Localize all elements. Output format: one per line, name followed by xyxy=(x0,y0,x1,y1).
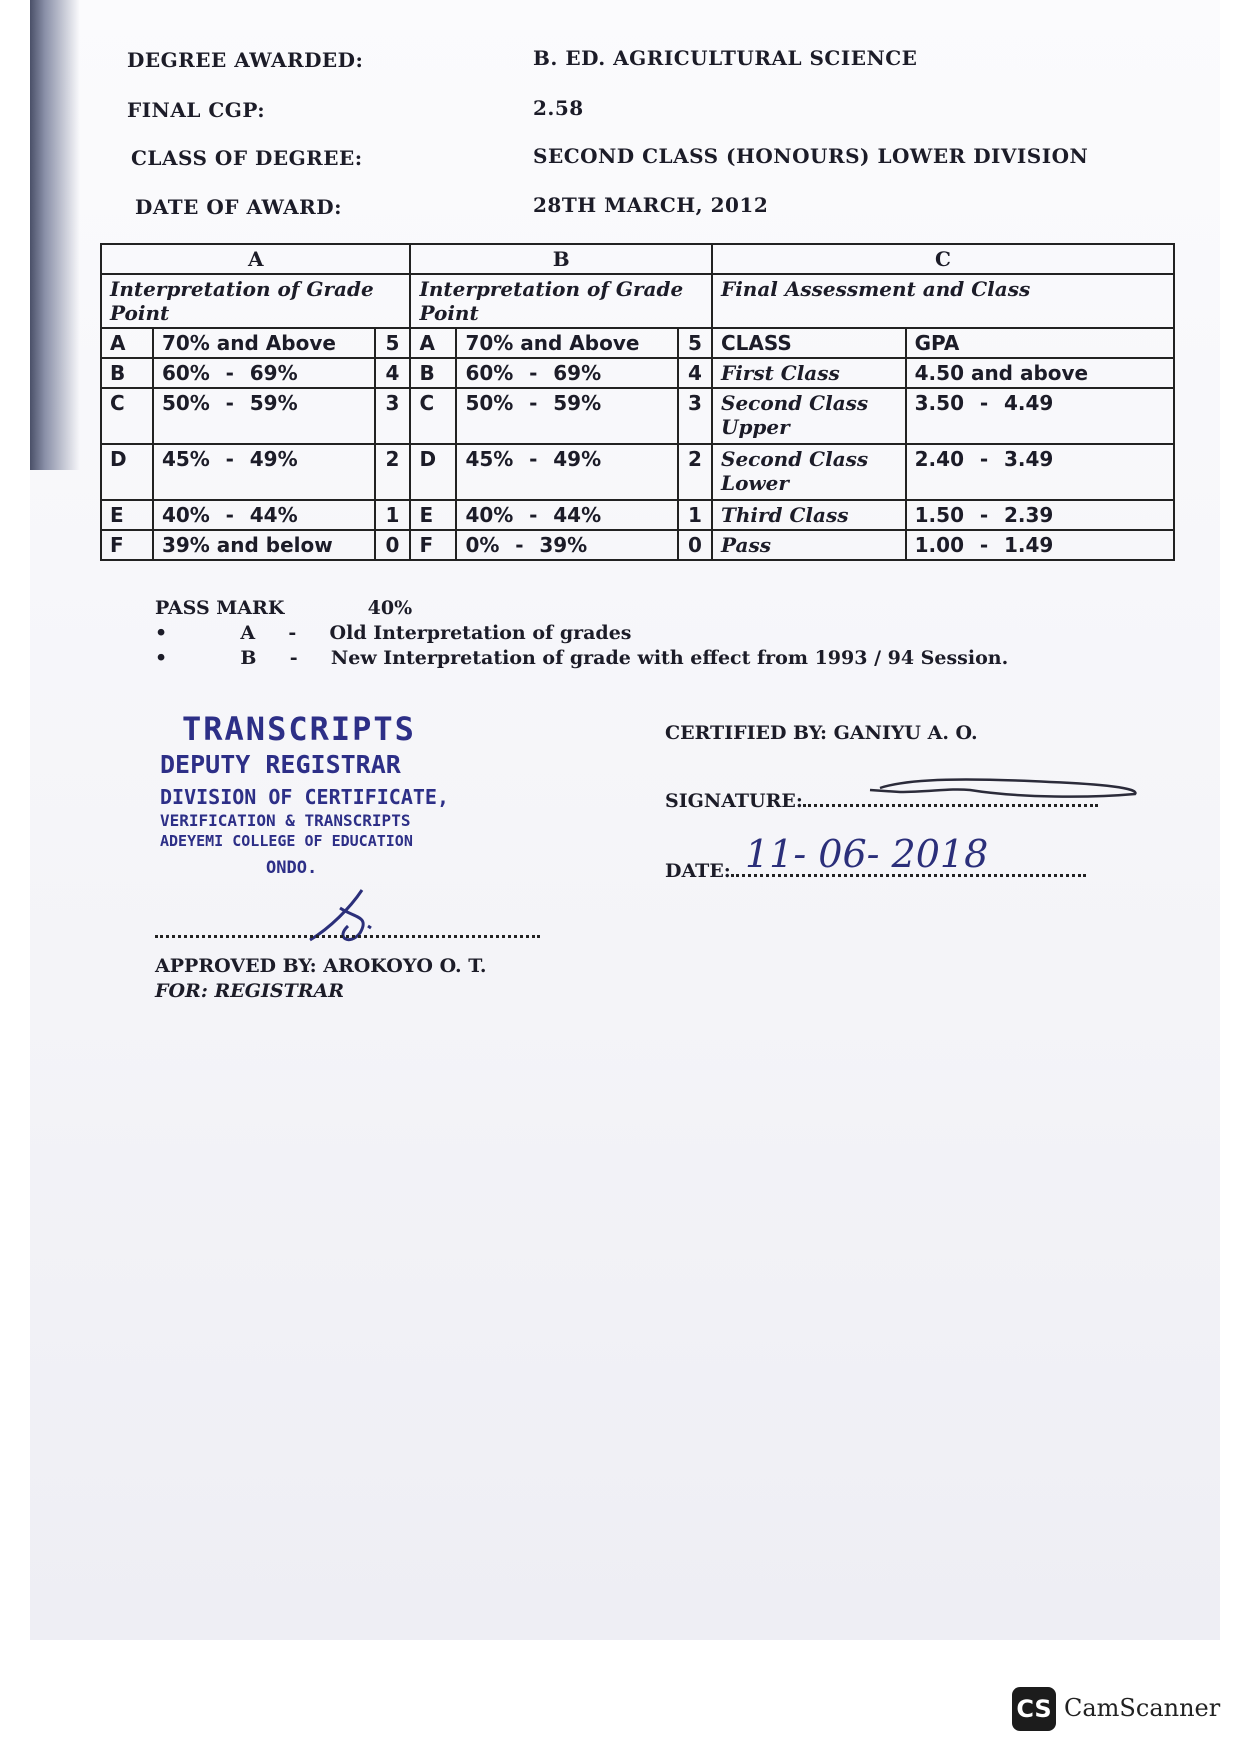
date-of-award-value: 28TH MARCH, 2012 xyxy=(533,193,769,217)
gpa-dash: - xyxy=(979,503,989,527)
range-high: 59% xyxy=(553,391,602,415)
table-subheadings xyxy=(101,274,1174,328)
table-column-letters xyxy=(101,244,1174,274)
grade-point: 4 xyxy=(678,358,712,388)
stamp-line: DEPUTY REGISTRAR xyxy=(160,750,401,779)
range-dash: - xyxy=(529,447,538,471)
gpa-dash: - xyxy=(979,391,989,415)
grade-point: 3 xyxy=(678,388,712,444)
note-text: Old Interpretation of grades xyxy=(329,622,632,644)
grade-point: 4 xyxy=(375,358,411,388)
gpa-low: 1.50 xyxy=(914,503,964,527)
grade-letter: A xyxy=(410,328,456,358)
stamp-line: ONDO. xyxy=(266,858,318,878)
gpa-low: 1.00 xyxy=(914,533,964,557)
grade-point: 5 xyxy=(375,328,411,358)
table-row xyxy=(101,500,1174,530)
grade-range xyxy=(456,444,678,500)
handwritten-date: 11- 06- 2018 xyxy=(745,832,989,876)
gpa-range xyxy=(906,530,1174,560)
pass-mark-value: 40% xyxy=(367,597,413,619)
range-low: 50% xyxy=(161,391,210,415)
range-high: 49% xyxy=(553,447,602,471)
grade-letter: D xyxy=(101,444,153,500)
column-a-heading: A xyxy=(101,244,410,274)
gpa-high: 2.39 xyxy=(1003,503,1054,527)
note-key: B xyxy=(240,647,257,669)
grade-interpretation-table xyxy=(100,243,1175,561)
grade-point: 2 xyxy=(678,444,712,500)
stamp-line: DIVISION OF CERTIFICATE, xyxy=(160,785,449,809)
range-high: 44% xyxy=(249,503,298,527)
degree-label: DEGREE AWARDED: xyxy=(127,48,364,72)
certified-by: CERTIFIED BY: GANIYU A. O. xyxy=(665,722,978,744)
degree-class: Pass xyxy=(712,530,906,560)
grade-letter: A xyxy=(101,328,153,358)
degree-value: B. ED. AGRICULTURAL SCIENCE xyxy=(533,46,918,70)
gpa-range: 4.50 and above xyxy=(906,358,1174,388)
gpa-heading: GPA xyxy=(906,328,1174,358)
grade-letter: B xyxy=(101,358,153,388)
range-dash: - xyxy=(225,391,234,415)
bullet: • xyxy=(155,647,168,669)
grade-point: 0 xyxy=(678,530,712,560)
grade-point: 5 xyxy=(678,328,712,358)
grade-range xyxy=(456,530,678,560)
grade-range xyxy=(153,388,375,444)
degree-class: Second Class Upper xyxy=(712,388,906,444)
degree-class: First Class xyxy=(712,358,906,388)
range-dash: - xyxy=(529,503,538,527)
grade-letter: F xyxy=(410,530,456,560)
class-value: SECOND CLASS (HONOURS) LOWER DIVISION xyxy=(533,144,1089,168)
camscanner-text: CamScanner xyxy=(1064,1694,1221,1722)
column-c-heading: C xyxy=(712,244,1174,274)
table-row xyxy=(101,444,1174,500)
approved-by: APPROVED BY: AROKOYO O. T. xyxy=(155,955,487,977)
class-label: CLASS OF DEGREE: xyxy=(131,146,363,170)
grade-range: 39% and below xyxy=(153,530,375,560)
grade-letter: E xyxy=(410,500,456,530)
gpa-range xyxy=(906,500,1174,530)
registrar-stamp xyxy=(160,710,449,878)
date-of-award-label: DATE OF AWARD: xyxy=(135,195,343,219)
grade-point: 0 xyxy=(375,530,411,560)
stamp-line: VERIFICATION & TRANSCRIPTS xyxy=(160,811,411,830)
grade-range xyxy=(456,358,678,388)
range-low: 40% xyxy=(161,503,210,527)
table-row xyxy=(101,358,1174,388)
gpa-range xyxy=(906,388,1174,444)
range-high: 49% xyxy=(249,447,298,471)
range-low: 45% xyxy=(161,447,210,471)
range-dash: - xyxy=(225,503,234,527)
gpa-low: 2.40 xyxy=(914,447,964,471)
camscanner-logo: CS xyxy=(1012,1687,1056,1731)
range-low: 40% xyxy=(465,503,514,527)
grade-range xyxy=(153,358,375,388)
grade-letter: B xyxy=(410,358,456,388)
gpa-dash: - xyxy=(979,447,989,471)
table-row xyxy=(101,328,1174,358)
gpa-low: 3.50 xyxy=(914,391,964,415)
range-low: 60% xyxy=(465,361,514,385)
range-low: 50% xyxy=(465,391,514,415)
certifier-signature xyxy=(850,770,1150,810)
cgp-value: 2.58 xyxy=(533,96,584,120)
grade-letter: C xyxy=(410,388,456,444)
grade-letter: D xyxy=(410,444,456,500)
note-key: A xyxy=(240,622,256,644)
subheading-b: Interpretation of Grade Point xyxy=(410,274,712,328)
range-low: 0% xyxy=(465,533,500,557)
note-dash: - xyxy=(289,647,298,669)
column-b-heading: B xyxy=(410,244,712,274)
range-high: 44% xyxy=(553,503,602,527)
bullet: • xyxy=(155,622,168,644)
note-item xyxy=(155,622,632,644)
range-low: 45% xyxy=(465,447,514,471)
grade-range: 70% and Above xyxy=(456,328,678,358)
range-dash: - xyxy=(225,361,234,385)
range-low: 60% xyxy=(161,361,210,385)
table-row xyxy=(101,530,1174,560)
grade-letter: F xyxy=(101,530,153,560)
gpa-dash: - xyxy=(979,533,989,557)
grade-range xyxy=(153,444,375,500)
range-dash: - xyxy=(225,447,234,471)
range-dash: - xyxy=(515,533,524,557)
grade-range xyxy=(456,500,678,530)
grade-point: 2 xyxy=(375,444,411,500)
range-dash: - xyxy=(529,391,538,415)
cgp-label: FINAL CGP: xyxy=(127,98,266,122)
class-heading: CLASS xyxy=(712,328,906,358)
approval-signature xyxy=(300,878,420,958)
range-high: 39% xyxy=(539,533,588,557)
signature-label: SIGNATURE: xyxy=(665,790,803,812)
gpa-range xyxy=(906,444,1174,500)
degree-class: Third Class xyxy=(712,500,906,530)
pass-mark-row xyxy=(155,597,412,619)
gpa-high: 1.49 xyxy=(1003,533,1054,557)
grade-point: 3 xyxy=(375,388,411,444)
grade-letter: C xyxy=(101,388,153,444)
grade-range xyxy=(153,500,375,530)
grade-point: 1 xyxy=(678,500,712,530)
range-dash: - xyxy=(529,361,538,385)
note-text: New Interpretation of grade with effect from 1993 / 94 Session. xyxy=(330,647,1009,669)
grade-range: 70% and Above xyxy=(153,328,375,358)
note-item xyxy=(155,647,1008,669)
range-high: 69% xyxy=(249,361,298,385)
range-high: 59% xyxy=(249,391,298,415)
table-row xyxy=(101,388,1174,444)
for-registrar: FOR: REGISTRAR xyxy=(155,980,345,1002)
stamp-line: TRANSCRIPTS xyxy=(182,710,416,748)
subheading-c: Final Assessment and Class xyxy=(712,274,1174,328)
subheading-a: Interpretation of Grade Point xyxy=(101,274,410,328)
approval-dotted-line xyxy=(155,935,540,938)
range-high: 69% xyxy=(553,361,602,385)
grade-point: 1 xyxy=(375,500,411,530)
date-label: DATE: xyxy=(665,860,731,882)
grade-range xyxy=(456,388,678,444)
note-dash: - xyxy=(288,622,297,644)
pass-mark-label: PASS MARK xyxy=(155,597,285,619)
page-edge-shadow xyxy=(30,0,80,470)
gpa-high: 3.49 xyxy=(1003,447,1054,471)
gpa-high: 4.49 xyxy=(1003,391,1054,415)
grade-letter: E xyxy=(101,500,153,530)
degree-class: Second Class Lower xyxy=(712,444,906,500)
stamp-line: ADEYEMI COLLEGE OF EDUCATION xyxy=(160,832,413,850)
